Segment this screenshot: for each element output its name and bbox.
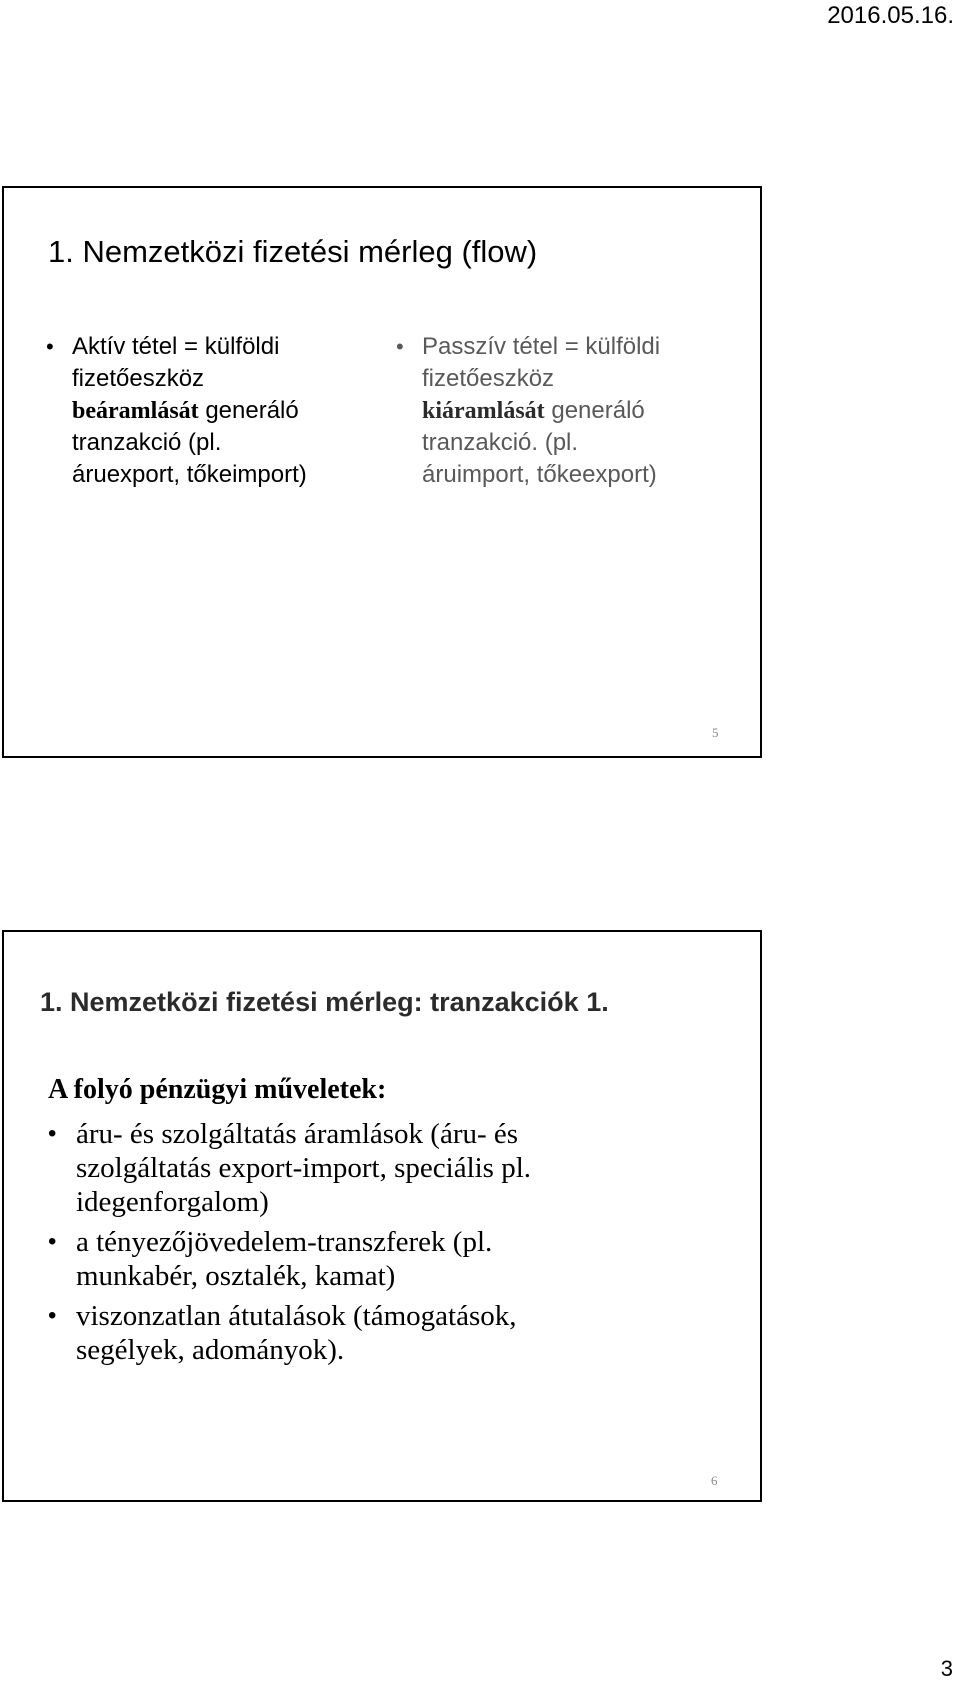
transaction-list: [48, 1117, 532, 1373]
active-item-bullet: [46, 331, 372, 491]
list-item-line: szolgáltatás export-import, speciális pl.: [76, 1152, 532, 1184]
list-item-line: segélyek, adományok).: [76, 1334, 345, 1366]
passive-item-bullet: [396, 331, 742, 491]
bold-term: kiáramlását: [422, 398, 545, 424]
slide-number: 5: [712, 725, 719, 740]
list-item-line: viszonzatlan átutalások (támogatások,: [76, 1300, 517, 1332]
list-item: [48, 1117, 532, 1219]
slide-title: 1. Nemzetközi fizetési mérleg (flow): [48, 234, 538, 269]
list-item-line: idegenforgalom): [76, 1186, 269, 1218]
bullet-line: áruimport, tőkeexport): [422, 461, 657, 488]
list-item: [48, 1225, 531, 1293]
bullet-icon: •: [48, 1120, 57, 1147]
slide-6: [2, 930, 762, 1502]
list-item-line: munkabér, osztalék, kamat): [76, 1260, 396, 1292]
slide-number: 6: [711, 1473, 718, 1488]
print-date: 2016.05.16.: [827, 2, 954, 29]
bullet-line: Passzív tétel = külföldi: [422, 333, 661, 360]
bullet-icon: •: [396, 334, 404, 359]
bullet-line: áruexport, tőkeimport): [72, 461, 307, 488]
slide-title: 1. Nemzetközi fizetési mérleg: tranzakciók 1.: [40, 987, 609, 1017]
bullet-line: [72, 395, 372, 427]
page-number: 3: [940, 1656, 953, 1681]
bullet-line: fizetőeszköz: [72, 365, 205, 392]
bullet-icon: •: [48, 1228, 57, 1255]
bullet-icon: •: [48, 1302, 57, 1329]
bullet-line: tranzakció (pl.: [72, 429, 222, 456]
bullet-text: generáló: [198, 397, 299, 424]
section-subheading: A folyó pénzügyi műveletek:: [48, 1074, 387, 1105]
bullet-icon: •: [46, 334, 54, 359]
bullet-line: fizetőeszköz: [422, 365, 555, 392]
bullet-line: Aktív tétel = külföldi: [72, 333, 280, 360]
slide-5: [2, 186, 762, 758]
bold-term: beáramlását: [72, 398, 199, 424]
bullet-text: generáló: [544, 397, 645, 424]
list-item: [48, 1299, 531, 1367]
list-item-line: a tényezőjövedelem-transzferek (pl.: [76, 1226, 493, 1258]
bullet-line: tranzakció. (pl.: [422, 429, 579, 456]
bullet-line: [422, 395, 742, 427]
list-item-line: áru- és szolgáltatás áramlások (áru- és: [76, 1118, 519, 1150]
